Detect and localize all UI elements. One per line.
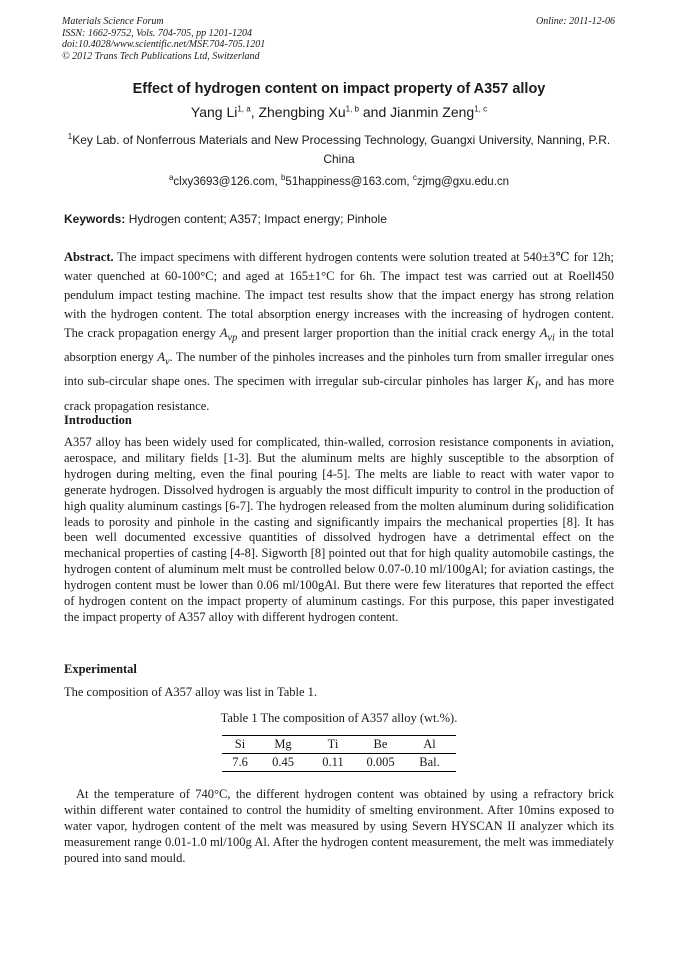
email-sup: c	[412, 173, 417, 183]
keywords-label: Keywords:	[64, 212, 126, 226]
table-header-row	[222, 736, 456, 754]
table-header: Si	[222, 736, 258, 754]
table-cell: 0.45	[272, 755, 294, 769]
copyright-line: © 2012 Trans Tech Publications Ltd, Switzerland	[62, 50, 260, 62]
table-header: Ti	[308, 736, 358, 754]
keywords	[64, 212, 614, 226]
table-cell: 0.005	[366, 755, 395, 769]
affiliation-text: Key Lab. of Nonferrous Materials and New Processing Technology, Guangxi University, Nanning, P.R. China	[72, 133, 611, 166]
table-cell: 0.11	[322, 755, 344, 769]
author-list: Yang Li$^{1, a}$, Zhengbing Xu$^{1, b}$ and Jianmin Zeng$^{1, c}$	[190, 104, 488, 120]
symbol-main: A	[157, 350, 165, 365]
introduction-text: A357 alloy has been widely used for complicated, thin-walled, corrosion resistance components in aviation, aerospace, and military fields [1-3]. But the aluminum melts are highly susceptible to the absorption of hydrogen during melting, even the final pouring [4-5]. The melts are liable to react with water vapor to generate hydrogen. Dissolved hydrogen is arguably the most difficult impurity to control in the production of high quality aluminum castings [6-7]. The hydrogen released from the molten aluminum during solidification leads to porosity and pinhole in the casting and significantly impairs the mechanical properties [8]. It has been well documented excessive quantities of dissolved hydrogen have a detrimental effect on the mechanical properties of casting [4-8]. Sigworth [8] pointed out that for high quality automobile castings, the hydrogen content of aluminum melt must be controlled below 0.07-0.10 ml/100gAl; for aviation castings, the hydrogen content must be lower than 0.06 ml/100gAl. But there were few literatures that reported the effect of hydrogen content on the impact property of aluminum castings. For this purpose, this paper investigated the impact property of A357 alloy with different hydrogen content.	[64, 435, 614, 624]
online-date: Online: 2011-12-06	[536, 16, 615, 27]
author-conjunction: and	[362, 104, 387, 120]
email-list	[0, 173, 678, 188]
affiliation-sup: 1	[67, 132, 73, 141]
symbol	[539, 325, 555, 344]
table-row	[222, 754, 456, 772]
keywords-text: Hydrogen content; A357; Impact energy; Pinhole	[128, 212, 387, 226]
table-cell: Bal.	[419, 755, 440, 769]
email-sup: b	[280, 173, 286, 183]
symbol	[157, 350, 170, 368]
abstract-text: in the total absorption energy	[64, 325, 615, 365]
symbol-sub: I	[534, 380, 539, 392]
table-header: Be	[358, 736, 403, 754]
abstract	[64, 248, 614, 416]
table-cell: 7.6	[232, 755, 248, 769]
paper-title: Effect of hydrogen content on impact property of A357 alloy	[132, 81, 546, 97]
email-a[interactable]: clxy3693@126.com,	[173, 176, 278, 188]
journal-name: Materials Science Forum	[62, 16, 164, 27]
author-sup: 1, a	[237, 104, 251, 114]
journal-header	[62, 16, 265, 62]
experimental-heading: Experimental	[64, 662, 137, 676]
experimental-intro: The composition of A357 alloy was list in Table 1.	[64, 685, 318, 699]
doi-line: doi:10.4028/www.scientific.net/MSF.704-705.1201	[62, 39, 266, 50]
symbol-sub: vp	[227, 332, 238, 344]
abstract-text: . The number of the pinholes increases and the pinholes turn from smaller irregular ones into sub-circular shape ones. The specimen with irregular sub-circular pinholes has larger	[64, 350, 614, 389]
affiliation	[64, 131, 614, 169]
symbol-main: A	[539, 325, 548, 340]
issn-line: ISSN: 1662-9752, Vols. 704-705, pp 1201-1204	[62, 27, 252, 39]
email-b[interactable]: 51happiness@163.com,	[285, 176, 410, 188]
abstract-text: The impact specimens with different hydrogen contents were solution treated at 540±3℃ for 12h; water quenched at 60-100°C; and aged at 165±1°C for 6h. The impact test was carried out at Roell450 pendulum impact testing machine. The impact test results show that the impact energy has strong relation with the hydrogen content. The total absorption energy increases with the increasing of hydrogen content. The crack propagation energy	[64, 250, 614, 340]
author-sup: 1, b	[345, 104, 359, 114]
symbol-sub: v	[164, 356, 170, 368]
email-sup: a	[168, 173, 174, 183]
table-header: Mg	[258, 736, 308, 754]
symbol	[219, 325, 238, 344]
author-name: Jianmin Zeng	[390, 104, 475, 120]
abstract-label: Abstract.	[64, 250, 114, 264]
symbol-main: K	[526, 374, 535, 389]
symbol-sub: vi	[547, 332, 555, 344]
experimental-paragraph: At the temperature of 740°C, the different hydrogen content was obtained by using a refractory brick within different water contained to control the humidity of smelting environment. After 10mins exposed to water vapor, hydrogen content of the melt was measured by using Severn HYSCAN II analyzer which its measurement range 0.01-1.0 ml/100g Al. After the hydrogen content measurement, the melt was immediately poured into sand mould.	[64, 787, 614, 865]
composition-table	[222, 735, 456, 772]
table-caption: Table 1 The composition of A357 alloy (wt.%).	[220, 711, 458, 725]
abstract-text: and present larger proportion than the initial crack energy	[241, 325, 536, 340]
symbol	[526, 374, 539, 392]
table-header: Al	[403, 736, 456, 754]
author-name: Yang Li	[190, 104, 238, 120]
author-sup: 1, c	[474, 104, 488, 114]
email-c[interactable]: zjmg@gxu.edu.cn	[416, 176, 510, 188]
author-name: Zhengbing Xu	[258, 104, 346, 120]
abstract-text: , and has more crack propagation resistance.	[64, 374, 615, 413]
introduction-heading: Introduction	[64, 413, 132, 427]
symbol-main: A	[219, 325, 228, 340]
